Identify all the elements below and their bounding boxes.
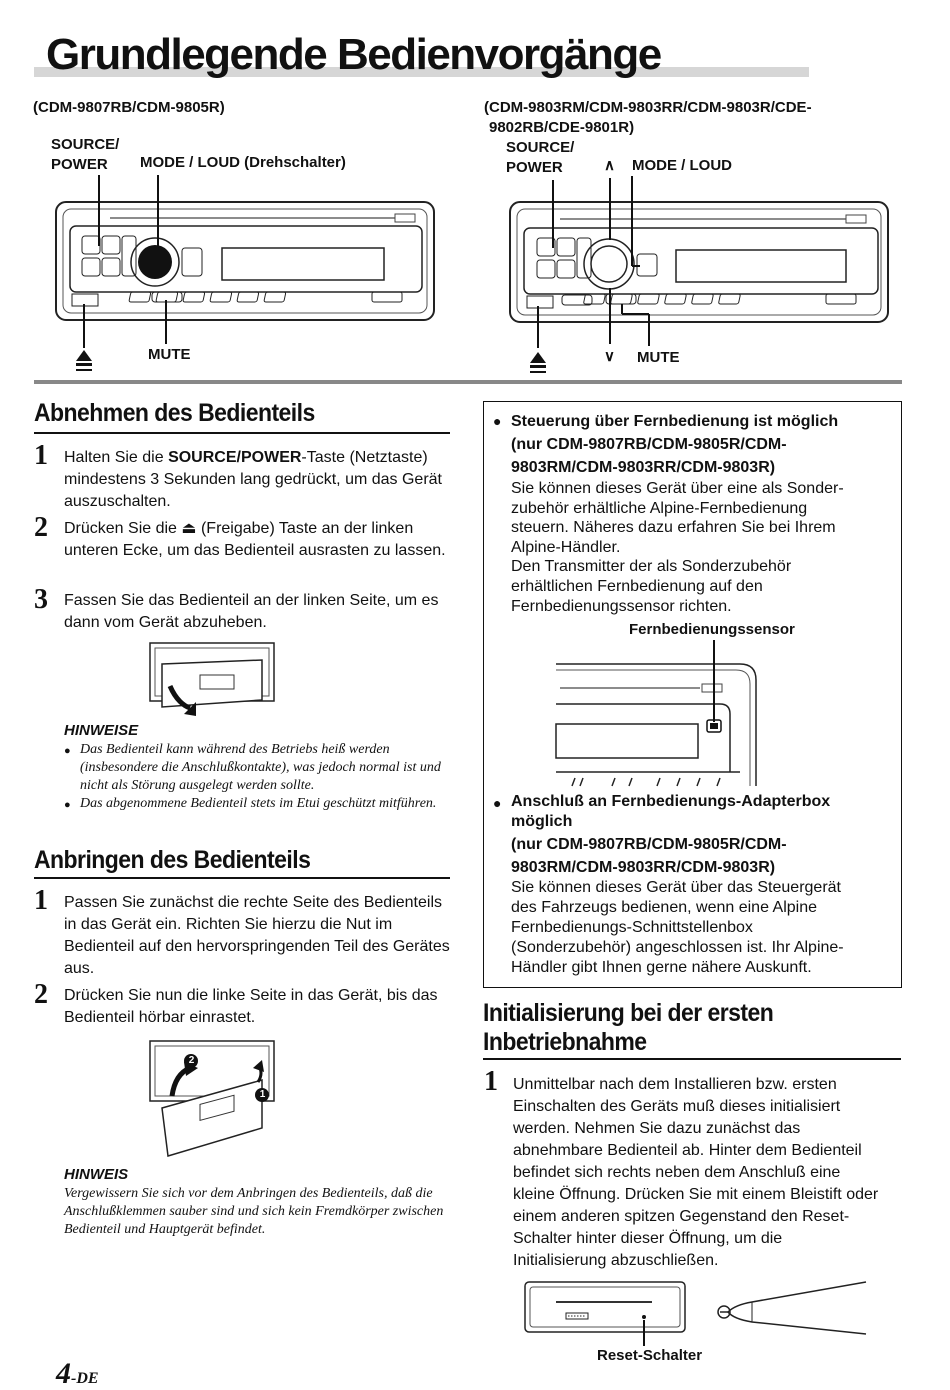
left-power-label: POWER [51,156,108,173]
right-source-label: SOURCE/ [506,139,575,156]
init-line-1: Unmittelbar nach dem Installieren bzw. ersten [513,1076,837,1093]
abnehmen-note-2: Das abgenommene Bedienteil stets im Etui geschützt mitführen. [80,796,437,811]
init-title-line-1: Initialisierung bei der ersten [483,999,774,1027]
box-item-2-head-2: möglich [511,813,573,830]
right-mode-label: MODE / LOUD [632,157,732,174]
init-line-6: kleine Öffnung. Drücken Sie mit einem Bleistift oder [513,1186,879,1203]
abnehmen-step-1-number: 1 [34,440,48,471]
anbringen-step-1-number: 1 [34,885,48,916]
box-item-1-line-6: erhältlichen Fernbedienung auf den [511,578,763,595]
box-item-2-head-3: (nur CDM-9807RB/CDM-9805R/CDM- [511,836,787,853]
down-arrow-label: ∨ [604,348,615,365]
page-title: Grundlegende Bedienvorgänge [46,30,661,79]
anbringen-step-1: Passen Sie zunächst die rechte Seite des Bedienteils in das Gerät ein. Richten Sie hierzu die Nut im Bedienteil auf den hervorspringenden Teil des Gerätes aus. [64,894,450,977]
init-line-8: Schalter hinter dieser Öffnung, um die [513,1230,783,1247]
bullet-icon: ● [64,745,71,757]
left-mute-label: MUTE [148,346,191,363]
bullet-icon: ● [493,413,502,429]
init-line-4: abnehmbare Bedienteil ab. Hinter dem Bedienteil [513,1142,862,1159]
bullet-icon: ● [493,795,502,811]
left-source-label: SOURCE/ [51,136,120,153]
right-power-label: POWER [506,159,563,176]
box-item-1-line-2: zubehör erhältliche Alpine-Fernbedienung [511,500,808,517]
up-arrow-label: ∧ [604,157,615,174]
box-item-2-line-3: Fernbedienungs-Schnittstellenbox [511,919,753,936]
box-item-2-line-2: des Fahrzeugs bedienen, wenn eine Alpine [511,899,817,916]
init-title-line-2: Inbetriebnahme [483,1028,647,1056]
step-badge-2: 2 [188,1055,195,1066]
sensor-label: Fernbedienungssensor [629,621,795,638]
box-item-1-line-7: Fernbedienungssensor richten. [511,598,732,615]
abnehmen-notes-title: HINWEISE [64,722,139,739]
right-models-label-1: (CDM-9803RM/CDM-9803RR/CDM-9803R/CDE- [484,99,812,116]
init-line-5: befindet sich rechts neben dem Anschluß eine [513,1164,841,1181]
box-item-1-line-5: Den Transmitter der als Sonderzubehör [511,558,792,575]
anbringen-note-title: HINWEIS [64,1166,129,1183]
abnehmen-step-2-number: 2 [34,512,48,543]
box-item-2-line-4: (Sonderzubehör) angeschlossen ist. Ihr Alpine- [511,939,844,956]
init-step-number: 1 [484,1066,498,1097]
abnehmen-step-2: Drücken Sie die ⏏ (Freigabe) Taste an der linken unteren Ecke, um das Bedienteil ausrasten zu lassen. [64,520,446,559]
box-item-1-head-1: Steuerung über Fernbedienung ist möglich [511,413,839,430]
step-badge-1: 1 [259,1089,266,1100]
anbringen-step-2: Drücken Sie nun die linke Seite in das Gerät, bis das Bedienteil hörbar einrastet. [64,987,438,1026]
abnehmen-note-1: Das Bedienteil kann während des Betriebs heiß werden (insbesondere die Anschlußkontakte), was jedoch normal ist und nicht als Störung ausgelegt werden sollte. [80,742,441,793]
left-mode-label: MODE / LOUD (Drehschalter) [140,154,346,171]
reset-switch-label: Reset-Schalter [597,1347,703,1364]
box-item-1-head-3: 9803RM/CDM-9803RR/CDM-9803R) [511,459,776,476]
abnehmen-title: Abnehmen des Bedienteils [34,399,315,427]
page-number: 4-DE [56,1357,99,1390]
abnehmen-step-1: Halten Sie die SOURCE/POWER-Taste (Netztaste) mindestens 3 Sekunden lang gedrückt, um das Gerät auszuschalten. [64,449,442,510]
init-line-3: werden. Nehmen Sie dazu zunächst das [513,1120,801,1137]
box-item-2-line-1: Sie können dieses Gerät über das Steuergerät [511,879,841,896]
abnehmen-step-3-number: 3 [34,584,48,615]
bullet-icon: ● [64,799,71,811]
box-item-2-line-5: Händler gibt Ihnen gerne nähere Auskunft. [511,959,812,976]
eject-symbol: ⏏ [181,520,197,537]
left-models-label: (CDM-9807RB/CDM-9805R) [33,99,225,116]
anbringen-title: Anbringen des Bedienteils [34,846,311,874]
box-item-1-head-2: (nur CDM-9807RB/CDM-9805R/CDM- [511,436,787,453]
box-item-1-line-3: steuern. Näheres dazu erfahren Sie bei Ihrem [511,519,836,536]
init-line-9: Initialisierung abzuschließen. [513,1252,719,1269]
init-line-2: Einschalten des Geräts muß dieses initialisiert [513,1098,841,1115]
anbringen-step-2-number: 2 [34,979,48,1010]
box-item-1-line-4: Alpine-Händler. [511,539,621,556]
abnehmen-step-3: Fassen Sie das Bedienteil an der linken Seite, um es dann vom Gerät abzuheben. [64,592,439,631]
box-item-2-head-1: Anschluß an Fernbedienungs-Adapterbox [511,793,831,810]
right-models-label-2: 9802RB/CDE-9801R) [489,119,635,136]
anbringen-note: Vergewissern Sie sich vor dem Anbringen des Bedienteils, daß die Anschlußklemmen sauber sind und sich kein Fremdkörper zwischen Bedienteil und Hauptgerät befindet. [64,1186,444,1237]
right-mute-label: MUTE [637,349,680,366]
box-item-2-head-4: 9803RM/CDM-9803RR/CDM-9803R) [511,859,776,876]
init-line-7: einem anderen spitzen Gegenstand den Reset- [513,1208,850,1225]
box-item-1-line-1: Sie können dieses Gerät über eine als Sonder- [511,480,844,497]
